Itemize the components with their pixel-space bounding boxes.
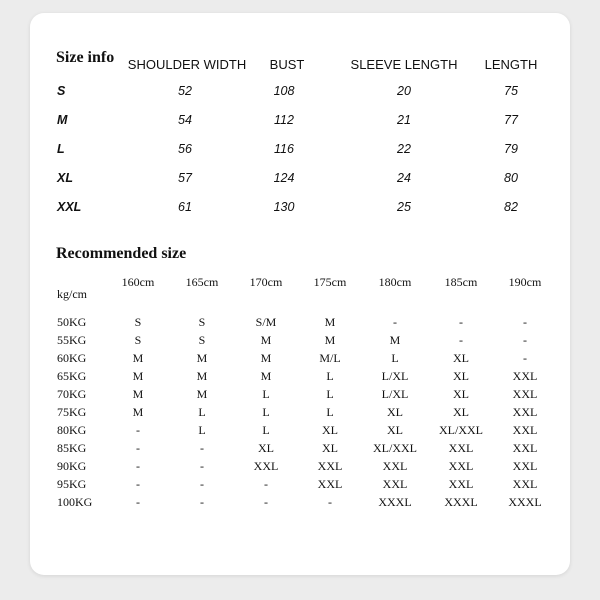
- recommended-cell: XXL: [253, 459, 279, 473]
- size-info-cell: 52: [178, 84, 192, 98]
- recommended-cell: -: [136, 495, 140, 509]
- size-info-cell: 82: [504, 200, 518, 214]
- recommended-cell: -: [523, 315, 527, 329]
- recommended-cell: L: [198, 405, 206, 419]
- recommended-cell: XL: [322, 441, 338, 455]
- recommended-cell: XL/XXL: [373, 441, 417, 455]
- recommended-cell: S: [134, 333, 142, 347]
- recommended-weight-label: 80KG: [57, 423, 87, 437]
- recommended-cell: M: [196, 351, 208, 365]
- size-info-cell: 79: [504, 142, 518, 156]
- recommended-cell: S: [134, 315, 142, 329]
- recommended-cell: L: [198, 423, 206, 437]
- recommended-cell: -: [393, 315, 397, 329]
- recommended-cell: -: [136, 441, 140, 455]
- size-info-row-label: M: [57, 113, 68, 127]
- size-info-cell: 20: [397, 84, 411, 98]
- recommended-cell: XXL: [512, 441, 538, 455]
- size-info-cell: 77: [504, 113, 518, 127]
- recommended-cell: XXL: [448, 477, 474, 491]
- recommended-cell: M: [196, 369, 208, 383]
- recommended-cell: M: [132, 387, 144, 401]
- recommended-cell: XXL: [512, 423, 538, 437]
- recommended-cell: S: [198, 315, 206, 329]
- recommended-cell: -: [459, 333, 463, 347]
- recommended-weight-label: 75KG: [57, 405, 87, 419]
- size-info-cell: 25: [397, 200, 411, 214]
- size-info-cell: 22: [397, 142, 411, 156]
- recommended-cell: M: [132, 369, 144, 383]
- recommended-cell: S/M: [255, 315, 277, 329]
- size-info-cell: 130: [273, 200, 295, 214]
- size-info-cell: 61: [178, 200, 192, 214]
- recommended-height-header: 165cm: [185, 275, 219, 289]
- recommended-height-header: 175cm: [313, 275, 347, 289]
- recommended-cell: XXL: [512, 459, 538, 473]
- recommended-cell: XXL: [317, 477, 343, 491]
- recommended-weight-label: 70KG: [57, 387, 87, 401]
- recommended-cell: -: [136, 423, 140, 437]
- recommended-title: Recommended size: [56, 245, 187, 262]
- recommended-cell: -: [200, 441, 204, 455]
- size-info-cell: 108: [273, 84, 295, 98]
- recommended-cell: -: [459, 315, 463, 329]
- recommended-cell: XXL: [512, 405, 538, 419]
- size-info-cell: 124: [273, 171, 295, 185]
- recommended-weight-label: 85KG: [57, 441, 87, 455]
- size-info-cell: 54: [178, 113, 192, 127]
- recommended-cell: XXL: [512, 369, 538, 383]
- recommended-cell: -: [200, 459, 204, 473]
- recommended-cell: M: [324, 333, 336, 347]
- recommended-cell: S: [198, 333, 206, 347]
- recommended-cell: XXL: [448, 459, 474, 473]
- recommended-cell: M: [389, 333, 401, 347]
- recommended-cell: -: [136, 459, 140, 473]
- recommended-weight-label: 55KG: [57, 333, 87, 347]
- recommended-cell: -: [523, 333, 527, 347]
- recommended-cell: XL: [258, 441, 274, 455]
- recommended-height-header: 190cm: [508, 275, 542, 289]
- recommended-cell: -: [523, 351, 527, 365]
- recommended-cell: -: [264, 477, 268, 491]
- recommended-height-header: 170cm: [249, 275, 283, 289]
- recommended-weight-label: 60KG: [57, 351, 87, 365]
- size-info-cell: 112: [274, 113, 294, 127]
- recommended-cell: L: [391, 351, 399, 365]
- recommended-cell: -: [200, 495, 204, 509]
- recommended-cell: XXL: [317, 459, 343, 473]
- recommended-cell: L/XL: [381, 387, 409, 401]
- recommended-cell: M: [324, 315, 336, 329]
- recommended-cell: L: [326, 369, 334, 383]
- recommended-cell: -: [328, 495, 332, 509]
- size-info-column-header: SHOULDER WIDTH: [127, 57, 247, 72]
- recommended-height-header: 185cm: [444, 275, 478, 289]
- recommended-cell: M: [260, 351, 272, 365]
- recommended-cell: M: [132, 405, 144, 419]
- recommended-cell: XL/XXL: [439, 423, 483, 437]
- size-info-cell: 24: [397, 171, 411, 185]
- recommended-cell: XXXL: [444, 495, 478, 509]
- size-info-cell: 21: [397, 113, 411, 127]
- recommended-cell: XXL: [512, 387, 538, 401]
- recommended-weight-label: 90KG: [57, 459, 87, 473]
- recommended-cell: M: [260, 333, 272, 347]
- recommended-cell: XL: [322, 423, 338, 437]
- recommended-cell: M: [196, 387, 208, 401]
- recommended-cell: L: [262, 405, 270, 419]
- size-info-row-label: XL: [57, 171, 73, 185]
- recommended-cell: L: [326, 387, 334, 401]
- recommended-cell: XXXL: [378, 495, 412, 509]
- recommended-cell: XXL: [512, 477, 538, 491]
- recommended-cell: -: [136, 477, 140, 491]
- size-chart-card: [30, 13, 570, 575]
- recommended-weight-label: 100KG: [57, 495, 93, 509]
- recommended-weight-label: 95KG: [57, 477, 87, 491]
- recommended-unit-label: kg/cm: [57, 287, 87, 301]
- size-info-row-label: S: [57, 84, 66, 98]
- recommended-cell: L: [262, 423, 270, 437]
- recommended-cell: L: [326, 405, 334, 419]
- recommended-cell: XXL: [382, 477, 408, 491]
- recommended-height-header: 160cm: [121, 275, 155, 289]
- recommended-cell: M: [260, 369, 272, 383]
- recommended-cell: XL: [453, 369, 469, 383]
- size-info-cell: 80: [504, 171, 518, 185]
- recommended-cell: M/L: [319, 351, 341, 365]
- recommended-cell: XL: [453, 387, 469, 401]
- recommended-cell: XL: [387, 423, 403, 437]
- recommended-cell: XXL: [382, 459, 408, 473]
- recommended-cell: XL: [453, 405, 469, 419]
- recommended-cell: -: [264, 495, 268, 509]
- size-info-row-label: XXL: [57, 200, 82, 214]
- recommended-cell: XL: [387, 405, 403, 419]
- recommended-height-header: 180cm: [378, 275, 412, 289]
- size-info-title: Size info: [56, 49, 115, 66]
- size-info-row-label: L: [57, 142, 65, 156]
- size-info-column-header: SLEEVE LENGTH: [350, 57, 458, 72]
- recommended-cell: L/XL: [381, 369, 409, 383]
- size-info-column-header: LENGTH: [484, 57, 538, 72]
- size-info-column-header: BUST: [269, 57, 305, 72]
- recommended-weight-label: 50KG: [57, 315, 87, 329]
- recommended-cell: XXXL: [508, 495, 542, 509]
- recommended-cell: XXL: [448, 441, 474, 455]
- size-info-cell: 56: [178, 142, 192, 156]
- size-info-cell: 116: [274, 142, 294, 156]
- recommended-cell: L: [262, 387, 270, 401]
- recommended-cell: -: [200, 477, 204, 491]
- recommended-cell: M: [132, 351, 144, 365]
- size-info-cell: 75: [504, 84, 518, 98]
- recommended-cell: XL: [453, 351, 469, 365]
- recommended-weight-label: 65KG: [57, 369, 87, 383]
- size-info-cell: 57: [178, 171, 192, 185]
